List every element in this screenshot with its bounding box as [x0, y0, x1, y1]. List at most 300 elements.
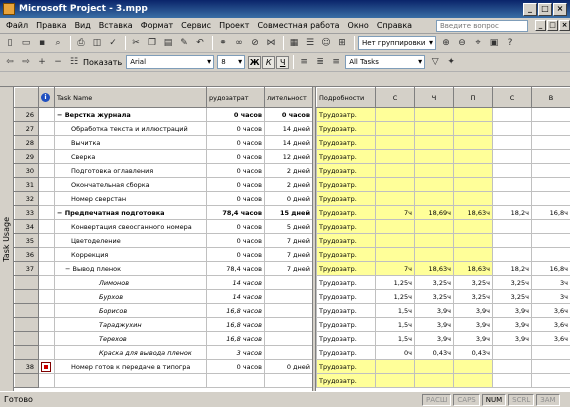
save-icon[interactable]: ▪: [38, 38, 46, 48]
work-value-cell[interactable]: [415, 150, 454, 164]
row-id[interactable]: 30: [15, 164, 39, 178]
work-value-cell[interactable]: [415, 122, 454, 136]
minus-icon[interactable]: −: [54, 57, 62, 67]
row-id[interactable]: 35: [15, 234, 39, 248]
work-cell[interactable]: 0 часов: [207, 108, 265, 122]
num-indicator: NUM: [482, 394, 506, 406]
work-value-cell[interactable]: [376, 374, 415, 388]
task-name-cell[interactable]: Вычитка: [55, 136, 207, 150]
work-value-cell[interactable]: 3,9ч: [415, 318, 454, 332]
doc-minimize-button[interactable]: _: [535, 20, 546, 31]
work-value-cell[interactable]: 16,8ч: [532, 206, 570, 220]
detail-label: Трудозатр.: [317, 164, 376, 178]
usage-row: [317, 290, 570, 304]
task-usage-view: [0, 86, 570, 391]
work-cell[interactable]: 0 часов: [207, 360, 265, 374]
show-menu[interactable]: Показать: [83, 57, 123, 67]
work-value-cell[interactable]: [454, 136, 493, 150]
work-value-cell[interactable]: 3,6ч: [532, 318, 570, 332]
zoom-out-icon[interactable]: ⊖: [458, 38, 466, 48]
work-value-cell[interactable]: 3,9ч: [493, 304, 532, 318]
task-name-cell[interactable]: Тараджухин: [55, 318, 207, 332]
indicator-cell: [39, 346, 55, 360]
work-value-cell[interactable]: [493, 108, 532, 122]
work-value-cell[interactable]: [532, 136, 570, 150]
duration-header[interactable]: лительност: [265, 88, 313, 108]
work-value-cell[interactable]: 18,2ч: [493, 206, 532, 220]
font-size-combo[interactable]: 8 ▾: [217, 55, 245, 69]
wizard-icon[interactable]: ✦: [447, 57, 455, 67]
align-left-icon[interactable]: ≡: [300, 57, 308, 67]
work-value-cell[interactable]: [454, 360, 493, 374]
work-cell[interactable]: 0 часов: [207, 164, 265, 178]
show-icon[interactable]: ☷: [69, 57, 79, 67]
work-value-cell[interactable]: [454, 122, 493, 136]
link-icon[interactable]: ∞: [235, 38, 243, 48]
duration-cell[interactable]: 12 дней: [265, 150, 313, 164]
work-cell[interactable]: 0 часов: [207, 192, 265, 206]
copy-icon[interactable]: ❐: [147, 38, 157, 48]
arrow-left-icon[interactable]: ⇦: [6, 57, 14, 67]
row-id[interactable]: [15, 374, 39, 388]
work-cell[interactable]: 0 часов: [207, 122, 265, 136]
work-value-cell[interactable]: [415, 136, 454, 150]
row-id[interactable]: 36: [15, 248, 39, 262]
work-value-cell[interactable]: [454, 374, 493, 388]
work-value-cell[interactable]: [493, 220, 532, 234]
work-value-cell[interactable]: [376, 122, 415, 136]
work-cell[interactable]: 0 часов: [207, 178, 265, 192]
row-id[interactable]: [15, 304, 39, 318]
underline-button[interactable]: Ч: [276, 56, 289, 69]
task-name-cell[interactable]: Цветоделение: [55, 234, 207, 248]
work-value-cell[interactable]: [493, 360, 532, 374]
duration-cell[interactable]: [265, 332, 313, 346]
bold-button[interactable]: Ж: [249, 57, 260, 67]
work-value-cell[interactable]: [532, 374, 570, 388]
row-id[interactable]: 27: [15, 122, 39, 136]
work-value-cell[interactable]: [454, 234, 493, 248]
duration-cell[interactable]: [265, 346, 313, 360]
indicator-cell: [39, 136, 55, 150]
usage-row: [317, 360, 570, 374]
usage-row: [317, 108, 570, 122]
indicator-cell: [39, 276, 55, 290]
menu-view[interactable]: Вид: [74, 20, 91, 30]
id-header[interactable]: [15, 88, 39, 108]
work-value-cell[interactable]: 16,8ч: [532, 262, 570, 276]
paste-icon[interactable]: ▤: [163, 38, 173, 48]
task-name-cell[interactable]: − Предпечатная подготовка: [55, 206, 207, 220]
task-name-cell[interactable]: Терехов: [55, 332, 207, 346]
work-value-cell[interactable]: [415, 192, 454, 206]
work-value-cell[interactable]: [415, 178, 454, 192]
work-value-cell[interactable]: [376, 220, 415, 234]
task-row[interactable]: [15, 150, 313, 164]
work-value-cell[interactable]: 18,69ч: [415, 206, 454, 220]
task-name-cell[interactable]: Коррекция: [55, 248, 207, 262]
work-value-cell[interactable]: 3,25ч: [493, 290, 532, 304]
work-value-cell[interactable]: 18,2ч: [493, 262, 532, 276]
copy-picture-icon[interactable]: ▣: [489, 38, 499, 48]
work-cell[interactable]: 16,8 часов: [207, 304, 265, 318]
work-value-cell[interactable]: 3,9ч: [493, 318, 532, 332]
indicator-cell: [39, 192, 55, 206]
detail-label: Трудозатр.: [317, 206, 376, 220]
preview-icon[interactable]: ◫: [92, 38, 102, 48]
menu-project[interactable]: Проект: [219, 20, 250, 30]
work-value-cell[interactable]: 3,9ч: [493, 332, 532, 346]
duration-cell[interactable]: 0 дней: [265, 192, 313, 206]
menu-window[interactable]: Окно: [347, 20, 369, 30]
work-value-cell[interactable]: 3,9ч: [454, 318, 493, 332]
usage-row: [317, 318, 570, 332]
duration-cell[interactable]: 0 дней: [265, 360, 313, 374]
close-button[interactable]: ×: [553, 3, 567, 16]
publish-icon[interactable]: ⊞: [338, 38, 346, 48]
indicator-cell: [39, 150, 55, 164]
zoom-in-icon[interactable]: ⊕: [442, 38, 450, 48]
work-cell[interactable]: 0 часов: [207, 234, 265, 248]
work-value-cell[interactable]: [454, 150, 493, 164]
work-value-cell[interactable]: [415, 108, 454, 122]
ext-indicator: РАСШ: [422, 394, 451, 406]
task-row[interactable]: [15, 164, 313, 178]
task-name-cell[interactable]: [55, 374, 207, 388]
work-value-cell[interactable]: 1,25ч: [376, 276, 415, 290]
task-name-cell[interactable]: Подготовка оглавления: [55, 164, 207, 178]
work-value-cell[interactable]: [415, 234, 454, 248]
work-value-cell[interactable]: [454, 108, 493, 122]
detail-label: Трудозатр.: [317, 290, 376, 304]
work-value-cell[interactable]: [376, 108, 415, 122]
doc-close-button[interactable]: ×: [559, 20, 570, 31]
duration-cell[interactable]: 2 дней: [265, 164, 313, 178]
task-row[interactable]: [15, 304, 313, 318]
menu-collaborate[interactable]: Совместная работа: [257, 20, 340, 30]
task-name-cell[interactable]: Бурхов: [55, 290, 207, 304]
work-value-cell[interactable]: [376, 234, 415, 248]
row-id[interactable]: 29: [15, 150, 39, 164]
work-value-cell[interactable]: [415, 374, 454, 388]
row-id[interactable]: 33: [15, 206, 39, 220]
work-value-cell[interactable]: [415, 220, 454, 234]
work-value-cell[interactable]: 3,9ч: [415, 332, 454, 346]
duration-cell[interactable]: 2 дней: [265, 178, 313, 192]
format-painter-icon[interactable]: ✎: [180, 38, 188, 48]
work-value-cell[interactable]: [454, 164, 493, 178]
row-id[interactable]: [15, 318, 39, 332]
work-value-cell[interactable]: 3,6ч: [532, 332, 570, 346]
work-value-cell[interactable]: 0ч: [376, 346, 415, 360]
work-value-cell[interactable]: [454, 178, 493, 192]
work-cell[interactable]: [207, 374, 265, 388]
menu-insert[interactable]: Вставка: [98, 20, 133, 30]
row-id[interactable]: 37: [15, 262, 39, 276]
work-value-cell[interactable]: 3,25ч: [415, 276, 454, 290]
details-header[interactable]: Подробности: [317, 88, 376, 108]
work-value-cell[interactable]: [532, 178, 570, 192]
indicator-cell: [39, 360, 55, 374]
duration-cell[interactable]: 14 дней: [265, 122, 313, 136]
work-value-cell[interactable]: [532, 346, 570, 360]
cut-icon[interactable]: ✂: [132, 38, 140, 48]
work-value-cell[interactable]: 1,5ч: [376, 304, 415, 318]
work-value-cell[interactable]: [532, 220, 570, 234]
work-value-cell[interactable]: 1,5ч: [376, 318, 415, 332]
work-value-cell[interactable]: 3,6ч: [532, 304, 570, 318]
open-icon[interactable]: ▭: [21, 38, 31, 48]
work-value-cell[interactable]: 3,25ч: [454, 276, 493, 290]
menu-file[interactable]: Файл: [6, 20, 29, 30]
work-value-cell[interactable]: [532, 122, 570, 136]
minimize-button[interactable]: _: [523, 3, 537, 16]
work-value-cell[interactable]: [493, 234, 532, 248]
work-value-cell[interactable]: [454, 248, 493, 262]
work-value-cell[interactable]: [493, 178, 532, 192]
task-row[interactable]: [15, 206, 313, 220]
work-value-cell[interactable]: [493, 192, 532, 206]
row-id[interactable]: 32: [15, 192, 39, 206]
task-info-icon[interactable]: ▦: [289, 38, 299, 48]
work-value-cell[interactable]: [376, 360, 415, 374]
work-value-cell[interactable]: [493, 164, 532, 178]
task-row[interactable]: [15, 290, 313, 304]
day-header: П: [454, 88, 493, 108]
work-cell[interactable]: 16,8 часов: [207, 318, 265, 332]
maximize-button[interactable]: □: [538, 3, 552, 16]
duration-cell[interactable]: 7 дней: [265, 248, 313, 262]
work-value-cell[interactable]: 3ч: [532, 290, 570, 304]
work-cell[interactable]: 14 часов: [207, 290, 265, 304]
duration-cell[interactable]: [265, 374, 313, 388]
filter-combo[interactable]: All Tasks ▾: [345, 55, 425, 69]
hyperlink-icon[interactable]: ⚭: [219, 38, 227, 48]
work-value-cell[interactable]: [454, 192, 493, 206]
work-value-cell[interactable]: [532, 360, 570, 374]
duration-cell[interactable]: [265, 318, 313, 332]
goto-task-icon[interactable]: ⌖: [475, 38, 481, 48]
task-row[interactable]: [15, 346, 313, 360]
work-value-cell[interactable]: 0,43ч: [454, 346, 493, 360]
work-cell[interactable]: 0 часов: [207, 248, 265, 262]
work-cell[interactable]: 78,4 часов: [207, 206, 265, 220]
task-row[interactable]: [15, 360, 313, 374]
row-id[interactable]: 38: [15, 360, 39, 374]
work-value-cell[interactable]: [493, 374, 532, 388]
work-value-cell[interactable]: 18,63ч: [454, 206, 493, 220]
work-value-cell[interactable]: [376, 136, 415, 150]
arrow-right-icon[interactable]: ⇨: [22, 57, 30, 67]
toolbar-separator: [70, 36, 71, 50]
task-name-cell[interactable]: Краска для вывода пленок: [55, 346, 207, 360]
row-id[interactable]: 31: [15, 178, 39, 192]
indicator-cell: [39, 304, 55, 318]
row-id[interactable]: 26: [15, 108, 39, 122]
font-combo[interactable]: Arial ▾: [126, 55, 214, 69]
task-row[interactable]: [15, 318, 313, 332]
work-value-cell[interactable]: [532, 164, 570, 178]
task-row[interactable]: [15, 374, 313, 388]
work-value-cell[interactable]: [532, 150, 570, 164]
duration-cell[interactable]: 7 дней: [265, 234, 313, 248]
menu-edit[interactable]: Правка: [36, 20, 67, 30]
work-value-cell[interactable]: [415, 360, 454, 374]
work-value-cell[interactable]: [454, 220, 493, 234]
duration-cell[interactable]: [265, 276, 313, 290]
align-right-icon[interactable]: ≡: [332, 57, 340, 67]
task-name-cell[interactable]: Сверка: [55, 150, 207, 164]
menu-help[interactable]: Справка: [376, 20, 413, 30]
task-row[interactable]: [15, 276, 313, 290]
project-app-icon: [3, 3, 15, 15]
work-cell[interactable]: 16,8 часов: [207, 332, 265, 346]
work-cell[interactable]: 78,4 часов: [207, 262, 265, 276]
indicator-cell: [39, 248, 55, 262]
work-value-cell[interactable]: 0,43ч: [415, 346, 454, 360]
work-value-cell[interactable]: [493, 122, 532, 136]
row-id[interactable]: 28: [15, 136, 39, 150]
indicator-cell: [39, 220, 55, 234]
align-center-icon[interactable]: ≣: [316, 57, 324, 67]
task-row[interactable]: [15, 234, 313, 248]
duration-cell[interactable]: [265, 304, 313, 318]
work-value-cell[interactable]: [376, 164, 415, 178]
work-header[interactable]: рудозатрат: [207, 88, 265, 108]
plus-icon[interactable]: +: [38, 57, 46, 67]
row-id[interactable]: [15, 332, 39, 346]
work-cell[interactable]: 0 часов: [207, 150, 265, 164]
work-value-cell[interactable]: [532, 248, 570, 262]
duration-cell[interactable]: 0 часов: [265, 108, 313, 122]
work-value-cell[interactable]: [532, 192, 570, 206]
work-value-cell[interactable]: 3,9ч: [415, 304, 454, 318]
work-value-cell[interactable]: 1,5ч: [376, 332, 415, 346]
task-name-cell[interactable]: − Вывод пленок: [55, 262, 207, 276]
detail-label: Трудозатр.: [317, 374, 376, 388]
work-value-cell[interactable]: 3,25ч: [493, 276, 532, 290]
task-name-cell[interactable]: − Верстка журнала: [55, 108, 207, 122]
work-cell[interactable]: 14 часов: [207, 276, 265, 290]
work-value-cell[interactable]: [376, 248, 415, 262]
autofilter-icon[interactable]: ▽: [431, 57, 439, 67]
task-row[interactable]: [15, 220, 313, 234]
work-value-cell[interactable]: [493, 248, 532, 262]
task-name-cell[interactable]: Номер сверстан: [55, 192, 207, 206]
menu-format[interactable]: Формат: [140, 20, 174, 30]
row-id[interactable]: [15, 290, 39, 304]
ask-question-input[interactable]: Введите вопрос: [436, 20, 528, 32]
new-icon[interactable]: ▯: [7, 38, 13, 48]
undo-icon[interactable]: ↶: [196, 38, 204, 48]
work-cell[interactable]: 0 часов: [207, 136, 265, 150]
work-value-cell[interactable]: 1,25ч: [376, 290, 415, 304]
task-row[interactable]: [15, 108, 313, 122]
task-name-cell[interactable]: Борисов: [55, 304, 207, 318]
menu-tools[interactable]: Сервис: [181, 20, 212, 30]
work-value-cell[interactable]: 7ч: [376, 206, 415, 220]
task-row[interactable]: [15, 192, 313, 206]
task-name-cell[interactable]: Номер готов к передаче в типогра: [55, 360, 207, 374]
split-icon[interactable]: ⋈: [266, 38, 276, 48]
row-id[interactable]: 34: [15, 220, 39, 234]
work-cell[interactable]: 3 часов: [207, 346, 265, 360]
work-value-cell[interactable]: [415, 164, 454, 178]
work-value-cell[interactable]: [415, 248, 454, 262]
duration-cell[interactable]: [265, 290, 313, 304]
work-value-cell[interactable]: [493, 150, 532, 164]
work-value-cell[interactable]: 18,63ч: [454, 262, 493, 276]
duration-cell[interactable]: 7 дней: [265, 262, 313, 276]
task-row[interactable]: [15, 178, 313, 192]
duration-cell[interactable]: 15 дней: [265, 206, 313, 220]
work-value-cell[interactable]: [376, 178, 415, 192]
duration-cell[interactable]: 14 дней: [265, 136, 313, 150]
title-bar: [0, 0, 570, 18]
work-value-cell[interactable]: 18,63ч: [415, 262, 454, 276]
task-row[interactable]: [15, 248, 313, 262]
work-value-cell[interactable]: [532, 234, 570, 248]
work-value-cell[interactable]: [493, 346, 532, 360]
task-name-cell[interactable]: Конвертация свеосганного номера: [55, 220, 207, 234]
indicator-cell: [39, 332, 55, 346]
notes-icon[interactable]: ☰: [305, 38, 315, 48]
work-value-cell[interactable]: 3,25ч: [415, 290, 454, 304]
work-value-cell[interactable]: 3,25ч: [454, 290, 493, 304]
indicator-cell: [39, 164, 55, 178]
italic-button[interactable]: К: [262, 56, 275, 69]
task-row[interactable]: [15, 136, 313, 150]
unlink-icon[interactable]: ⊘: [251, 38, 259, 48]
indicators-header[interactable]: [39, 88, 55, 108]
timephased-grid: [316, 87, 570, 388]
task-name-cell[interactable]: Обработка текста и иллюстраций: [55, 122, 207, 136]
print-icon[interactable]: ⎙: [77, 38, 85, 48]
day-header: Ч: [415, 88, 454, 108]
row-id[interactable]: [15, 276, 39, 290]
task-row[interactable]: [15, 332, 313, 346]
row-id[interactable]: [15, 346, 39, 360]
work-value-cell[interactable]: 3,9ч: [454, 332, 493, 346]
doc-restore-button[interactable]: □: [547, 20, 558, 31]
group-by-combo[interactable]: Нет группировки ▾: [358, 36, 436, 50]
detail-label: Трудозатр.: [317, 136, 376, 150]
spelling-icon[interactable]: ✓: [109, 38, 117, 48]
assign-icon[interactable]: ☺: [321, 38, 331, 48]
work-value-cell[interactable]: [376, 150, 415, 164]
detail-label: Трудозатр.: [317, 262, 376, 276]
task-row[interactable]: [15, 122, 313, 136]
search-icon[interactable]: ⌕: [55, 38, 61, 48]
usage-row: [317, 374, 570, 388]
work-cell[interactable]: 0 часов: [207, 220, 265, 234]
help-icon[interactable]: ?: [507, 38, 513, 48]
task-name-header[interactable]: Task Name: [55, 88, 207, 108]
work-value-cell[interactable]: 3,9ч: [454, 304, 493, 318]
work-value-cell[interactable]: [493, 136, 532, 150]
work-value-cell[interactable]: 7ч: [376, 262, 415, 276]
usage-row: [317, 346, 570, 360]
duration-cell[interactable]: 5 дней: [265, 220, 313, 234]
task-name-cell[interactable]: Лимонов: [55, 276, 207, 290]
work-value-cell[interactable]: [532, 108, 570, 122]
usage-row: [317, 164, 570, 178]
work-value-cell[interactable]: [376, 192, 415, 206]
note-indicator-icon: [41, 362, 51, 372]
work-value-cell[interactable]: 3ч: [532, 276, 570, 290]
task-row[interactable]: [15, 262, 313, 276]
task-name-cell[interactable]: Окончательная сборка: [55, 178, 207, 192]
